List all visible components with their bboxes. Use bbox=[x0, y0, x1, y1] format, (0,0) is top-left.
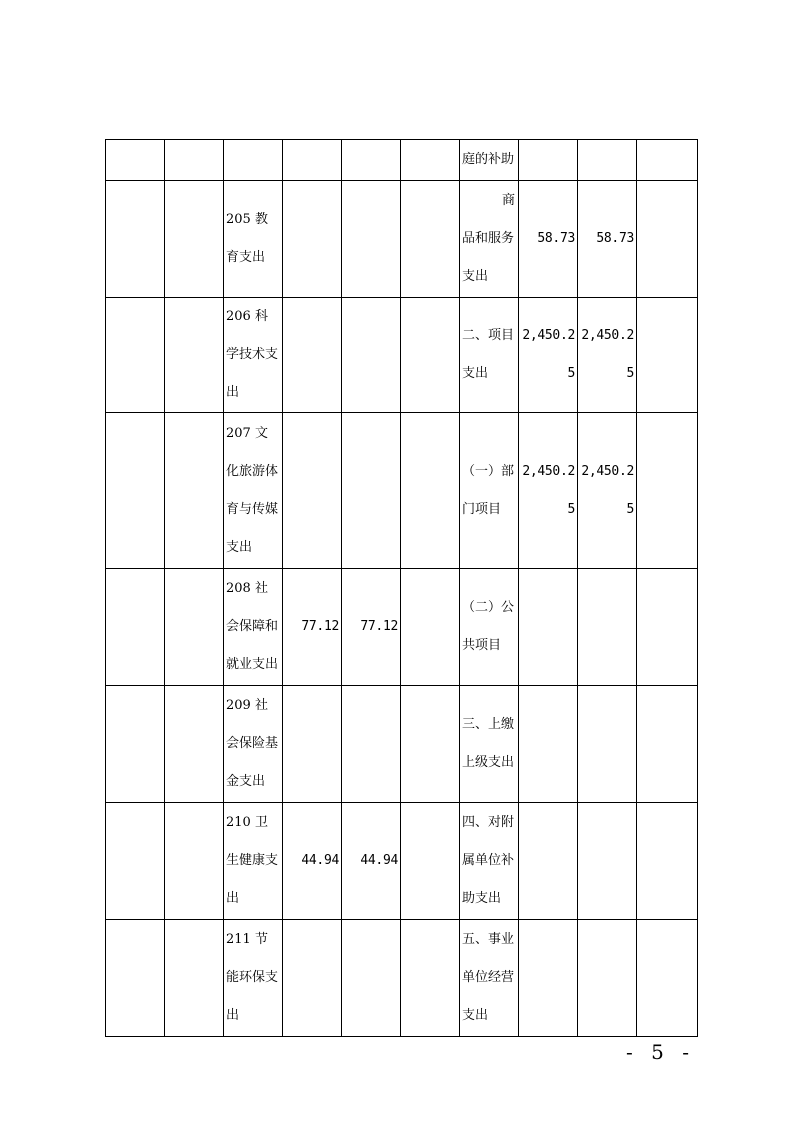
table-cell bbox=[165, 569, 224, 686]
table-row bbox=[106, 413, 698, 569]
table-cell: 205 教育支出 bbox=[224, 181, 283, 298]
table-cell: 58.73 bbox=[578, 181, 637, 298]
table-cell bbox=[106, 569, 165, 686]
table-cell bbox=[637, 298, 698, 413]
table-cell: 四、对附属单位补助支出 bbox=[460, 803, 519, 920]
table-cell bbox=[283, 140, 342, 181]
table-cell bbox=[165, 803, 224, 920]
table-cell bbox=[106, 686, 165, 803]
table-cell: 五、事业单位经营支出 bbox=[460, 920, 519, 1037]
table-cell bbox=[165, 181, 224, 298]
table-cell bbox=[283, 298, 342, 413]
table-cell bbox=[578, 686, 637, 803]
table-cell: 207 文化旅游体育与传媒支出 bbox=[224, 413, 283, 569]
table-row bbox=[106, 569, 698, 686]
table-cell: 2,450.25 bbox=[519, 413, 578, 569]
table-cell bbox=[519, 686, 578, 803]
table-row bbox=[106, 686, 698, 803]
table-cell bbox=[342, 298, 401, 413]
table-cell bbox=[637, 181, 698, 298]
table-cell bbox=[637, 569, 698, 686]
table-cell bbox=[578, 140, 637, 181]
table-cell bbox=[519, 920, 578, 1037]
table-cell bbox=[342, 140, 401, 181]
table-cell bbox=[342, 413, 401, 569]
table-cell bbox=[637, 920, 698, 1037]
table-cell bbox=[401, 803, 460, 920]
table-cell bbox=[401, 686, 460, 803]
table-cell: 44.94 bbox=[342, 803, 401, 920]
table-cell bbox=[165, 298, 224, 413]
table-cell bbox=[578, 803, 637, 920]
table-cell bbox=[519, 803, 578, 920]
table-cell bbox=[283, 686, 342, 803]
table-cell: 三、上缴上级支出 bbox=[460, 686, 519, 803]
table-cell bbox=[283, 920, 342, 1037]
table-cell: 77.12 bbox=[283, 569, 342, 686]
table-cell bbox=[342, 920, 401, 1037]
table-cell bbox=[106, 140, 165, 181]
table-cell: 210 卫生健康支出 bbox=[224, 803, 283, 920]
table-cell: 2,450.25 bbox=[578, 413, 637, 569]
table-cell bbox=[637, 413, 698, 569]
table-row bbox=[106, 803, 698, 920]
table-cell bbox=[165, 920, 224, 1037]
budget-table bbox=[105, 139, 698, 1037]
table-cell: （一）部门项目 bbox=[460, 413, 519, 569]
table-cell: 209 社会保险基金支出 bbox=[224, 686, 283, 803]
table-cell bbox=[578, 920, 637, 1037]
table-cell bbox=[401, 413, 460, 569]
table-cell: 商品和服务支出 bbox=[460, 181, 519, 298]
table-cell bbox=[283, 413, 342, 569]
table-row bbox=[106, 181, 698, 298]
table-cell bbox=[637, 686, 698, 803]
table-cell bbox=[578, 569, 637, 686]
table-row bbox=[106, 140, 698, 181]
table-row bbox=[106, 920, 698, 1037]
table-cell: 211 节能环保支出 bbox=[224, 920, 283, 1037]
table-cell: 二、项目支出 bbox=[460, 298, 519, 413]
table-cell bbox=[519, 569, 578, 686]
table-cell bbox=[342, 181, 401, 298]
table-cell: 58.73 bbox=[519, 181, 578, 298]
table-cell bbox=[519, 140, 578, 181]
table-cell bbox=[401, 140, 460, 181]
table-cell: 77.12 bbox=[342, 569, 401, 686]
table-cell bbox=[637, 140, 698, 181]
table-cell bbox=[106, 803, 165, 920]
table-cell: 206 科学技术支出 bbox=[224, 298, 283, 413]
table-cell bbox=[106, 413, 165, 569]
table-cell: （二）公共项目 bbox=[460, 569, 519, 686]
table-cell bbox=[283, 181, 342, 298]
table-cell: 208 社会保障和就业支出 bbox=[224, 569, 283, 686]
table-cell: 2,450.25 bbox=[519, 298, 578, 413]
table-row bbox=[106, 298, 698, 413]
table-cell bbox=[106, 298, 165, 413]
page-number: - 5 - bbox=[626, 1040, 695, 1064]
table-cell bbox=[637, 803, 698, 920]
table-cell: 庭的补助 bbox=[460, 140, 519, 181]
table-cell bbox=[165, 413, 224, 569]
table-cell bbox=[165, 140, 224, 181]
table-cell bbox=[224, 140, 283, 181]
table-cell bbox=[401, 181, 460, 298]
table-cell bbox=[106, 181, 165, 298]
table-cell bbox=[401, 920, 460, 1037]
table-cell bbox=[401, 298, 460, 413]
table-cell: 2,450.25 bbox=[578, 298, 637, 413]
table-cell bbox=[401, 569, 460, 686]
table-cell bbox=[342, 686, 401, 803]
table-cell bbox=[165, 686, 224, 803]
table-cell bbox=[106, 920, 165, 1037]
table-cell: 44.94 bbox=[283, 803, 342, 920]
